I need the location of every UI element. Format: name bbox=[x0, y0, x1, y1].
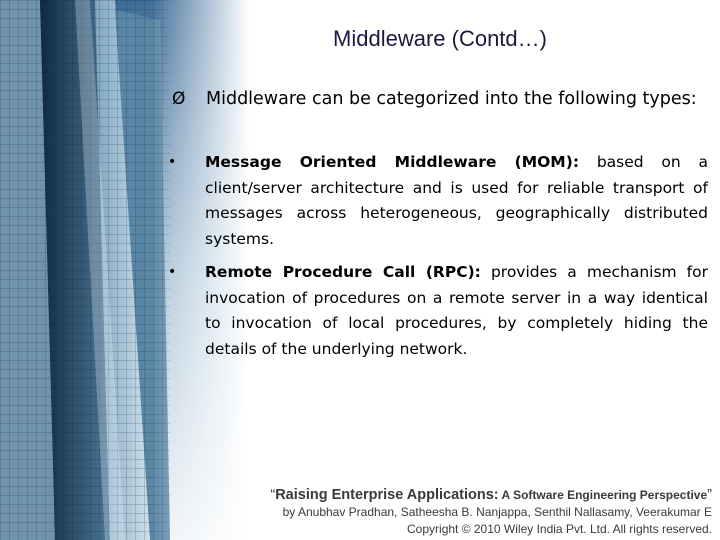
open-quote: “ bbox=[270, 487, 276, 503]
bullet-text: based on a client/server architecture and is used for reliable transport of messages across heterogeneous, geographically distributed systems. bbox=[205, 153, 708, 248]
bullet-body bbox=[205, 150, 708, 252]
bullet-term: Message Oriented Middleware (MOM): bbox=[205, 153, 580, 171]
book-citation bbox=[270, 486, 712, 538]
book-title: Raising Enterprise Applications: bbox=[275, 487, 499, 503]
bullet-dot-icon: • bbox=[168, 154, 177, 170]
main-point bbox=[172, 86, 708, 112]
bullet-item-mom bbox=[168, 150, 708, 252]
citation-copyright: Copyright © 2010 Wiley India Pvt. Ltd. All rights reserved. bbox=[407, 522, 712, 536]
arrow-bullet-icon: Ø bbox=[172, 89, 186, 109]
bullet-item-rpc bbox=[168, 260, 708, 362]
bullet-body bbox=[205, 260, 708, 362]
bullet-dot-icon: • bbox=[168, 264, 177, 280]
book-subtitle: A Software Engineering Perspective bbox=[498, 488, 708, 502]
citation-book-line bbox=[270, 486, 712, 504]
slide-title: Middleware (Contd…) bbox=[333, 26, 547, 51]
main-point-text: Middleware can be categorized into the following types: bbox=[206, 89, 697, 109]
close-quote: ” bbox=[707, 487, 712, 503]
bullet-text: provides a mechanism for invocation of procedures on a remote server in a way identical to invocation of local procedures, by completely hiding the details of the underlying network. bbox=[205, 263, 708, 358]
citation-authors: by Anubhav Pradhan, Satheesha B. Nanjappa, Senthil Nallasamy, Veerakumar E bbox=[282, 505, 712, 519]
bullet-term: Remote Procedure Call (RPC): bbox=[205, 263, 481, 281]
